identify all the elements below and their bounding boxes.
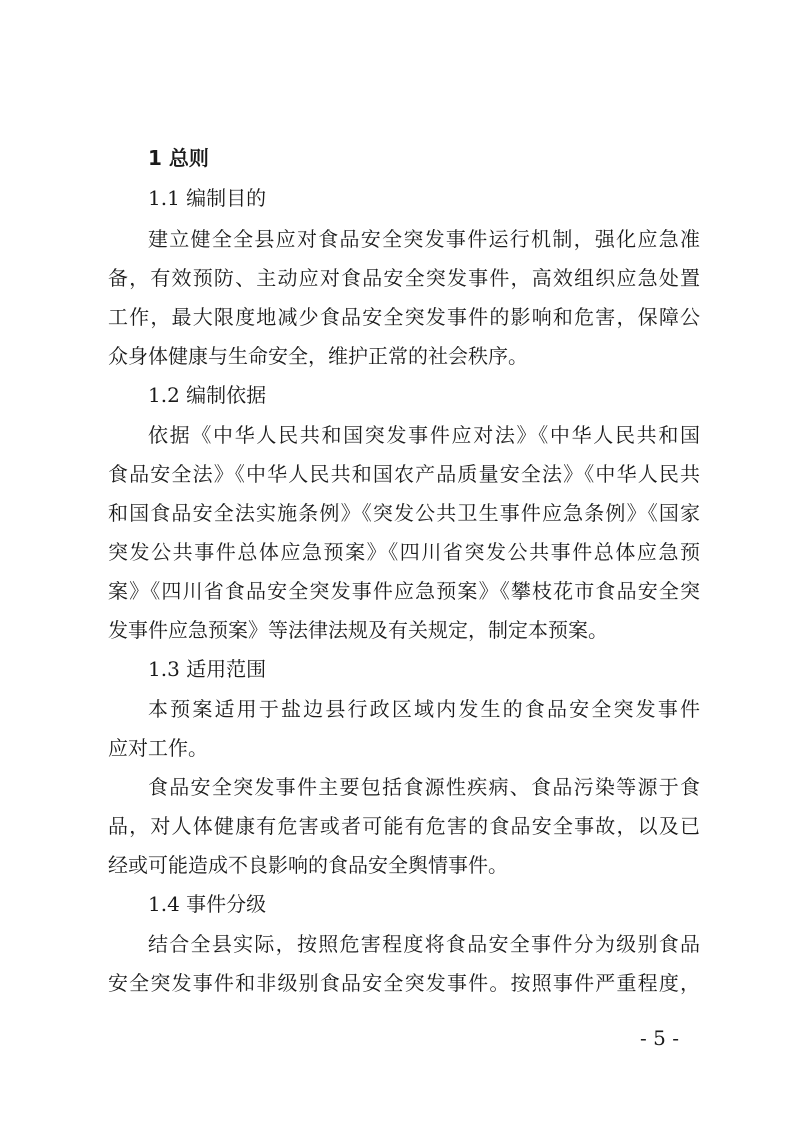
paragraph-line: 工作，最大限度地减少食品安全突发事件的影响和危害，保障公 — [108, 305, 700, 329]
paragraph-line: 品，对人体健康有危害或者可能有危害的食品安全事故，以及已 — [108, 814, 700, 838]
section-heading-1-4: 1.4 事件分级 — [148, 892, 267, 916]
paragraph-line: 食品安全法》《中华人民共和国农产品质量安全法》《中华人民共 — [108, 462, 700, 486]
paragraph-line: 本预案适用于盐边县行政区域内发生的食品安全突发事件 — [148, 697, 700, 721]
section-heading-1-1: 1.1 编制目的 — [148, 186, 267, 210]
chapter-heading: 1 总则 — [148, 146, 209, 170]
paragraph-line: 应对工作。 — [108, 736, 208, 760]
paragraph-line: 众身体健康与生命安全，维护正常的社会秩序。 — [108, 344, 528, 368]
paragraph-line: 依据《中华人民共和国突发事件应对法》《中华人民共和国 — [148, 423, 700, 447]
paragraph-line: 安全突发事件和非级别食品安全突发事件。按照事件严重程度， — [108, 971, 700, 995]
paragraph-line: 突发公共事件总体应急预案》《四川省突发公共事件总体应急预 — [108, 540, 700, 564]
paragraph-line: 发事件应急预案》等法律法规及有关规定，制定本预案。 — [108, 618, 608, 642]
paragraph-line: 结合全县实际，按照危害程度将食品安全事件分为级别食品 — [148, 932, 700, 956]
paragraph-line: 案》《四川省食品安全突发事件应急预案》《攀枝花市食品安全突 — [108, 579, 700, 603]
page-number: - 5 - — [640, 1026, 679, 1050]
paragraph-line: 建立健全全县应对食品安全突发事件运行机制，强化应急准 — [148, 227, 700, 251]
paragraph-line: 和国食品安全法实施条例》《突发公共卫生事件应急条例》《国家 — [108, 501, 700, 525]
section-heading-1-2: 1.2 编制依据 — [148, 383, 267, 407]
paragraph-line: 食品安全突发事件主要包括食源性疾病、食品污染等源于食 — [148, 775, 700, 799]
paragraph-line: 备，有效预防、主动应对食品安全突发事件，高效组织应急处置 — [108, 266, 700, 290]
paragraph-line: 经或可能造成不良影响的食品安全舆情事件。 — [108, 853, 508, 877]
section-heading-1-3: 1.3 适用范围 — [148, 657, 267, 681]
